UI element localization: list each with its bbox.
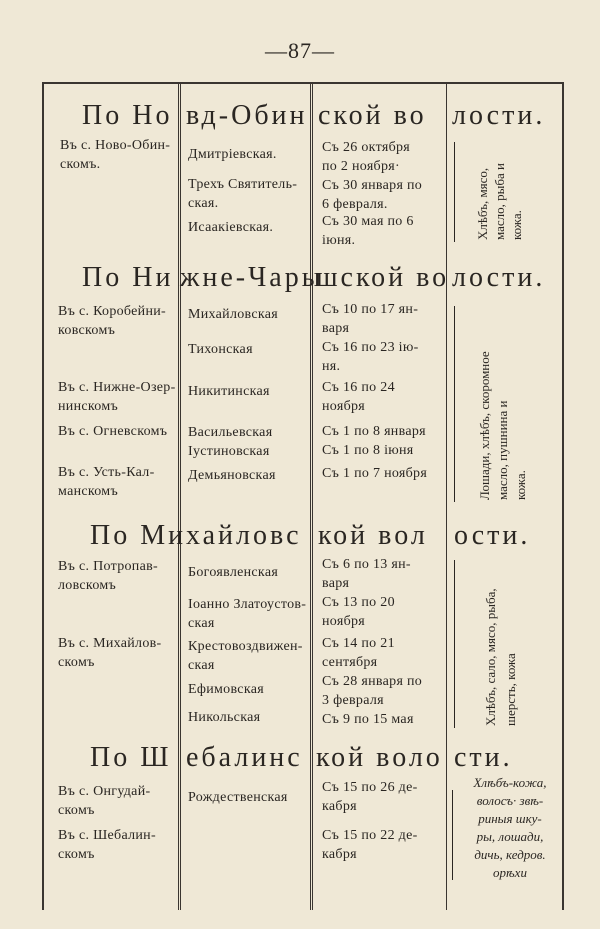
brace [452,790,459,880]
table-border-left [42,82,44,910]
column-divider-2 [310,82,313,910]
table-border-right [562,82,564,910]
page-number: —87— [265,38,335,63]
brace [454,560,461,728]
brace [454,142,461,242]
brace [454,306,461,502]
column-divider-3 [446,82,447,910]
column-divider-1 [178,82,181,910]
